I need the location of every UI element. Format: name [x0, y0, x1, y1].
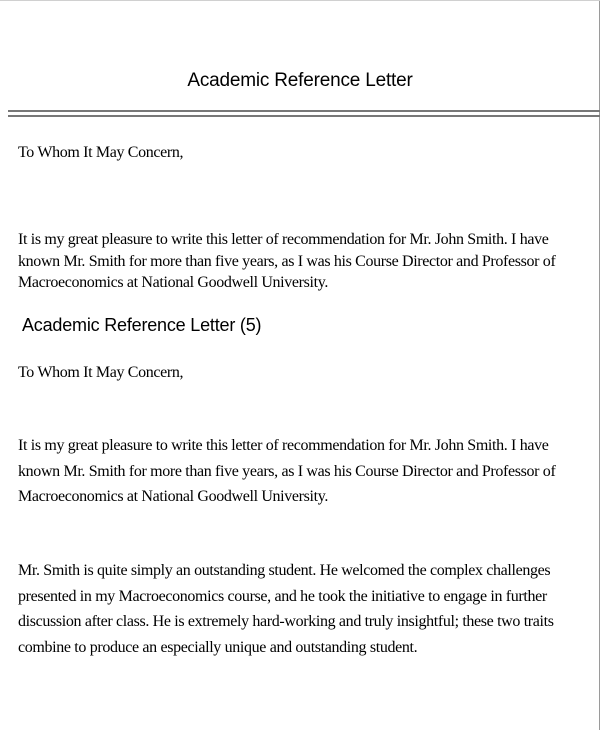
- paragraph-line: discussion after class. He is extremely hard-working and truly insightful; these two traits: [18, 613, 554, 630]
- paragraph-line: Macroeconomics at National Goodwell University.: [18, 274, 328, 291]
- body-paragraph: [18, 433, 588, 510]
- paragraph-line: Macroeconomics at National Goodwell University.: [18, 488, 328, 505]
- paragraph-line: It is my great pleasure to write this letter of recommendation for Mr. John Smith. I have: [18, 437, 549, 454]
- paragraph-line: presented in my Macroeconomics course, and he took the initiative to engage in further: [18, 587, 547, 605]
- title-rule-upper: [8, 110, 600, 112]
- paragraph-line: combine to produce an especially unique and outstanding student.: [18, 638, 418, 656]
- paragraph-line: known Mr. Smith for more than five years, as I was his Course Director and Professor of: [18, 252, 556, 270]
- salutation: To Whom It May Concern,: [18, 144, 184, 161]
- body-paragraph: [18, 558, 588, 660]
- paragraph-line: known Mr. Smith for more than five years, as I was his Course Director and Professor of: [18, 462, 556, 480]
- body-paragraph: [18, 229, 588, 294]
- title-rule-lower: [8, 115, 600, 117]
- section-title: Academic Reference Letter (5): [22, 315, 262, 335]
- salutation: To Whom It May Concern,: [18, 364, 184, 381]
- document-title: Academic Reference Letter: [187, 70, 413, 91]
- paragraph-line: Mr. Smith is quite simply an outstanding student. He welcomed the complex challenges: [18, 562, 551, 579]
- page-top-edge: [0, 0, 600, 1]
- paragraph-line: It is my great pleasure to write this letter of recommendation for Mr. John Smith. I have: [18, 231, 549, 248]
